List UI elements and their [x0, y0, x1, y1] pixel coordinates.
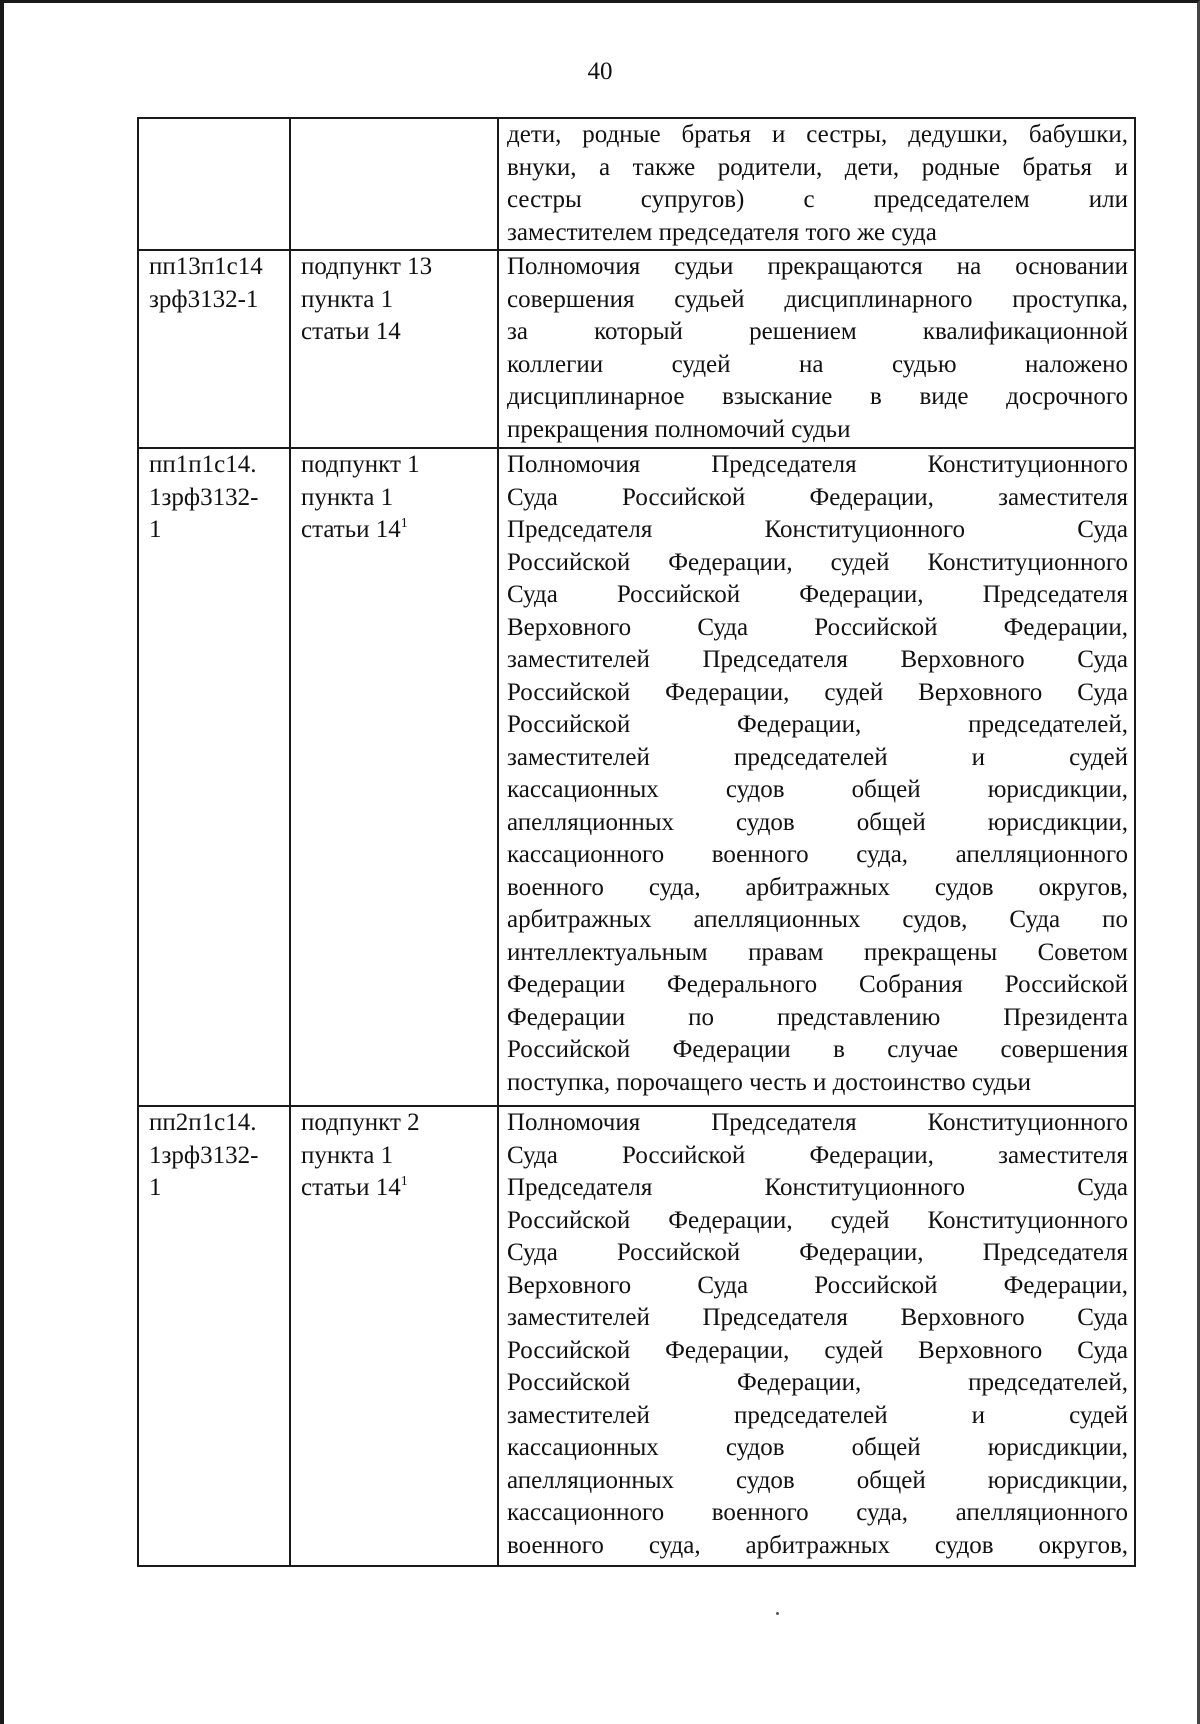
code-line: 1 [149, 516, 162, 543]
table-body [138, 118, 1135, 1566]
provision-text-line: коллегии судей на судью наложено [507, 350, 1128, 378]
reference-line-text: статьи 14 [301, 516, 401, 543]
provision-text-line: военного суда, арбитражных судов округов, [507, 1531, 1128, 1559]
provision-text-line: Суда Российской Федерации, Председателя [507, 1239, 1128, 1266]
reference-line-text: пункта 1 [301, 285, 394, 313]
scan-speck [776, 1612, 779, 1615]
provision-text-line: Российской Федерации, судей Верховного Суда [507, 1336, 1128, 1364]
reference-line-text: пункта 1 [301, 483, 394, 511]
article-superscript: 1 [400, 516, 408, 531]
document-table [137, 117, 1136, 1567]
provision-text-line: кассационного военного суда, апелляционного [507, 841, 1128, 868]
reference-line-text: подпункт 2 [301, 1109, 420, 1136]
provision-text-line: внуки, а также родители, дети, родные братья и [507, 153, 1128, 181]
provision-text-line: сестры супругов) с председателем или [507, 186, 1128, 213]
reference-line-text: статьи 14 [301, 1174, 401, 1201]
page-number: 40 [587, 58, 613, 85]
provision-text-line: за который решением квалификационной [507, 318, 1128, 345]
reference-cell [290, 448, 498, 1106]
provision-text-line: Верховного Суда Российской Федерации, [507, 613, 1128, 641]
provision-text-line: Верховного Суда Российской Федерации, [507, 1271, 1128, 1299]
table-row [138, 448, 1135, 1106]
provision-text-line: заместителей председателей и судей [507, 1401, 1128, 1429]
code-line: зрф3132-1 [149, 285, 259, 313]
reference-line [301, 449, 491, 482]
table-row [138, 250, 1135, 448]
reference-cell [290, 250, 498, 448]
reference-line-text: подпункт 1 [301, 451, 420, 478]
provision-text-line: заместителем председателя того же суда [507, 218, 937, 246]
code-cell [138, 118, 290, 250]
provision-text-line: поступка, порочащего честь и достоинство судьи [507, 1068, 1032, 1096]
provision-text-line: дети, родные братья и сестры, дедушки, бабушки, [507, 121, 1128, 148]
reference-line-text: подпункт 13 [301, 253, 433, 280]
reference-line [301, 1140, 491, 1173]
provision-text-cell [498, 250, 1135, 448]
provision-text-cell [498, 448, 1135, 1106]
reference-line [301, 1172, 491, 1205]
provision-text-line: прекращения полномочий судьи [507, 415, 851, 443]
provision-text-line: Председателя Конституционного Суда [507, 516, 1128, 543]
reference-line [301, 316, 491, 349]
provision-text-line: кассационного военного суда, апелляционного [507, 1499, 1128, 1526]
provision-text-line: кассационных судов общей юрисдикции, [507, 1434, 1128, 1461]
reference-line [301, 1107, 491, 1140]
provision-text-line: кассационных судов общей юрисдикции, [507, 776, 1128, 803]
provision-text-line: апелляционных судов общей юрисдикции, [507, 1466, 1128, 1494]
reference-cell [290, 118, 498, 250]
provision-text-line: апелляционных судов общей юрисдикции, [507, 808, 1128, 836]
provision-text-line: Российской Федерации в случае совершения [507, 1036, 1128, 1063]
table-row [138, 1106, 1135, 1566]
provision-text-line: Федерации Федерального Собрания Российской [507, 971, 1128, 998]
provision-text-line: Федерации по представлению Президента [507, 1003, 1128, 1031]
provision-text-line: Суда Российской Федерации, заместителя [507, 483, 1128, 511]
reference-line [301, 284, 491, 317]
reference-cell [290, 1106, 498, 1566]
code-line: 1зрф3132- [149, 1141, 259, 1169]
provision-text-line: Председателя Конституционного Суда [507, 1174, 1128, 1201]
code-cell [138, 250, 290, 448]
reference-line-text: пункта 1 [301, 1141, 394, 1169]
provision-text-line: Российской Федерации, судей Верховного Суда [507, 678, 1128, 706]
provision-text-line: Российской Федерации, судей Конституционного [507, 1206, 1128, 1234]
provision-text-line: арбитражных апелляционных судов, Суда по [507, 906, 1128, 933]
code-line: пп13п1с14 [149, 253, 263, 280]
provision-text-line: военного суда, арбитражных судов округов, [507, 873, 1128, 901]
provision-text-cell [498, 1106, 1135, 1566]
code-line: 1 [149, 1174, 162, 1201]
provision-text-line: дисциплинарное взыскание в виде досрочного [507, 383, 1128, 410]
article-superscript: 1 [400, 1174, 408, 1189]
reference-line-text: статьи 14 [301, 318, 401, 345]
code-line: 1зрф3132- [149, 483, 259, 511]
code-line: пп2п1с14. [149, 1109, 257, 1136]
code-cell [138, 1106, 290, 1566]
provision-text-line: Российской Федерации, судей Конституционного [507, 548, 1128, 576]
provision-text-line: Полномочия Председателя Конституционного [507, 451, 1128, 478]
provision-text-line: Полномочия судьи прекращаются на основании [507, 253, 1128, 280]
provision-text-cell [498, 118, 1135, 250]
provision-text-line: Полномочия Председателя Конституционного [507, 1109, 1128, 1136]
reference-line [301, 514, 491, 547]
provision-text-line: Российской Федерации, председателей, [507, 711, 1128, 738]
provision-text-line: Российской Федерации, председателей, [507, 1369, 1128, 1396]
provision-text-line: интеллектуальным правам прекращены Советом [507, 938, 1128, 966]
table-row [138, 118, 1135, 250]
provision-text-line: Суда Российской Федерации, заместителя [507, 1141, 1128, 1169]
reference-line [301, 482, 491, 515]
provision-text-line: совершения судьей дисциплинарного проступка, [507, 285, 1128, 313]
provision-text-line: заместителей Председателя Верховного Суда [507, 646, 1128, 673]
reference-line [301, 251, 491, 284]
provision-text-line: Суда Российской Федерации, Председателя [507, 581, 1128, 608]
code-cell [138, 448, 290, 1106]
code-line: пп1п1с14. [149, 451, 257, 478]
provision-text-line: заместителей председателей и судей [507, 743, 1128, 771]
provision-text-line: заместителей Председателя Верховного Суда [507, 1304, 1128, 1331]
